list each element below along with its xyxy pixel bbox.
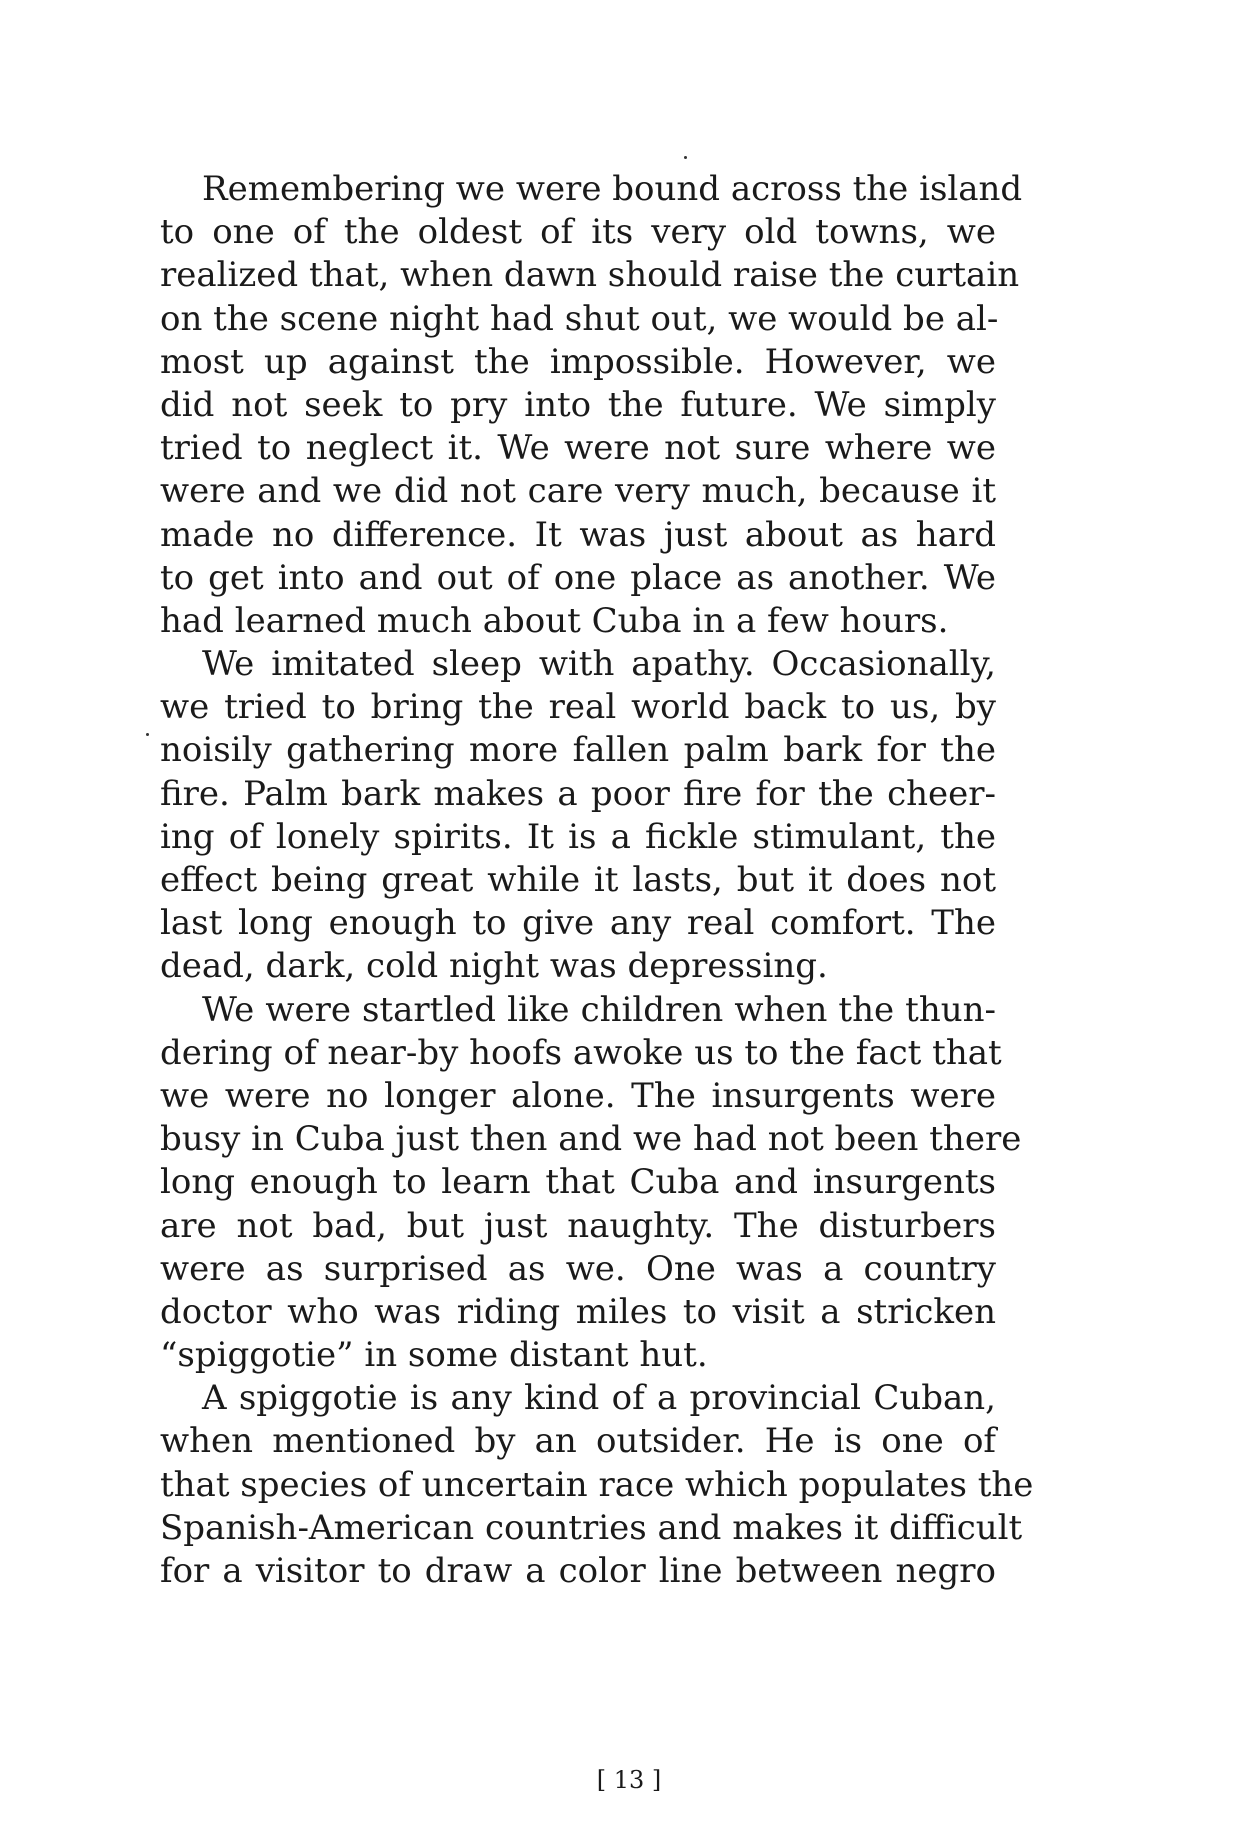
text-line: to get into and out of one place as another. We: [160, 557, 996, 598]
ink-speck: [684, 156, 687, 159]
text-line: We imitated sleep with apathy. Occasionally,: [202, 644, 996, 685]
page-number: [ 13 ]: [596, 1766, 662, 1794]
text-line: made no difference. It was just about as hard: [160, 514, 996, 555]
body-text: [160, 168, 1034, 1593]
text-line: to one of the oldest of its very old towns, we: [160, 212, 996, 253]
text-line: noisily gathering more fallen palm bark for the: [160, 730, 996, 771]
text-line: when mentioned by an outsider. He is one of: [160, 1421, 996, 1462]
text-line: tried to neglect it. We were not sure where we: [160, 428, 996, 469]
text-line: Spanish-American countries and makes it difficult: [160, 1507, 1023, 1548]
text-line: busy in Cuba just then and we had not been there: [160, 1119, 1022, 1160]
text-line: most up against the impossible. However, we: [160, 341, 996, 382]
text-line: “spiggotie” in some distant hut.: [160, 1335, 708, 1376]
text-line: we tried to bring the real world back to us, by: [160, 687, 996, 728]
text-line: were as surprised as we. One was a country: [160, 1248, 996, 1289]
text-line: last long enough to give any real comfort. The: [160, 903, 996, 944]
text-line: did not seek to pry into the future. We simply: [160, 384, 996, 425]
text-line: We were startled like children when the thun-: [202, 989, 996, 1030]
ink-speck: [146, 733, 149, 736]
text-line: we were no longer alone. The insurgents were: [160, 1075, 996, 1116]
text-line: doctor who was riding miles to visit a stricken: [160, 1291, 996, 1332]
text-line: dering of near-by hoofs awoke us to the fact that: [160, 1032, 1002, 1073]
text-line: were and we did not care very much, because it: [160, 471, 996, 512]
text-line: long enough to learn that Cuba and insurgents: [160, 1162, 996, 1203]
text-line: realized that, when dawn should raise the curtain: [160, 255, 1020, 296]
text-line: ing of lonely spirits. It is a fickle stimulant, the: [160, 816, 996, 857]
text-line: A spiggotie is any kind of a provincial Cuban,: [202, 1378, 996, 1419]
text-line: for a visitor to draw a color line between negro: [160, 1551, 996, 1591]
text-line: effect being great while it lasts, but it does not: [160, 860, 996, 900]
text-line: dead, dark, cold night was depressing.: [160, 946, 828, 987]
text-line: on the scene night had shut out, we would be al-: [160, 298, 999, 339]
text-line: had learned much about Cuba in a few hours.: [160, 600, 949, 641]
text-line: Remembering we were bound across the island: [202, 169, 1023, 209]
text-line: are not bad, but just naughty. The disturbers: [160, 1205, 996, 1246]
text-line: fire. Palm bark makes a poor fire for the cheer-: [160, 773, 996, 814]
text-line: that species of uncertain race which populates the: [160, 1464, 1034, 1505]
